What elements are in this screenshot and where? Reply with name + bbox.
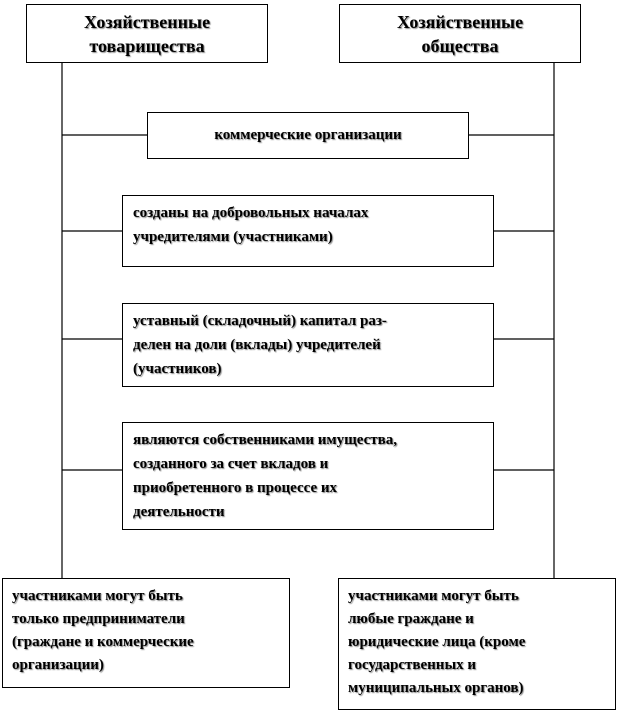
- feature-commercial-text: коммерческие организации: [214, 127, 402, 143]
- header-companies-line-2: общества: [421, 35, 499, 56]
- header-companies-box: [339, 4, 581, 63]
- feature-owners-line-2: созданного за счет вкладов и: [133, 456, 329, 472]
- feature-voluntary-box: [122, 195, 494, 267]
- feature-owners-box: [122, 422, 494, 530]
- feature-owners-line-4: деятельности: [133, 504, 225, 520]
- participants-partnerships-box: [2, 578, 290, 688]
- feature-capital-box: [122, 303, 494, 387]
- header-partnerships-line-1: Хозяйственные: [83, 11, 211, 32]
- participants-companies-line-5: муниципальных органов): [348, 680, 524, 696]
- participants-companies-line-2: любые граждане и: [348, 611, 474, 627]
- feature-owners-line-3: приобретенного в процессе их: [133, 480, 337, 496]
- participants-companies-line-1: участниками могут быть: [348, 588, 519, 604]
- participants-companies-line-3: юридические лица (кроме: [348, 634, 526, 650]
- participants-partnerships-line-4: организации): [12, 657, 104, 673]
- participants-companies-line-4: государственных и: [348, 657, 477, 673]
- participants-partnerships-line-3: (граждане и коммерческие: [12, 634, 194, 650]
- header-partnerships-box: [26, 4, 268, 63]
- feature-voluntary-line-1: созданы на добровольных началах: [133, 205, 369, 221]
- feature-capital-line-2: делен на доли (вклады) учредителей: [133, 337, 381, 353]
- participants-partnerships-line-2: только предприниматели: [12, 611, 185, 627]
- feature-owners-line-1: являются собственниками имущества,: [133, 432, 398, 448]
- header-companies-line-1: Хозяйственные: [396, 11, 524, 32]
- header-partnerships-line-2: товарищества: [89, 35, 205, 56]
- participants-companies-box: [338, 578, 616, 710]
- feature-voluntary-line-2: учредителями (участниками): [133, 229, 333, 245]
- feature-capital-line-3: (участников): [133, 361, 222, 377]
- feature-commercial-box: [147, 112, 469, 159]
- participants-partnerships-line-1: участниками могут быть: [12, 588, 183, 604]
- feature-capital-line-1: уставный (складочный) капитал раз-: [133, 313, 387, 329]
